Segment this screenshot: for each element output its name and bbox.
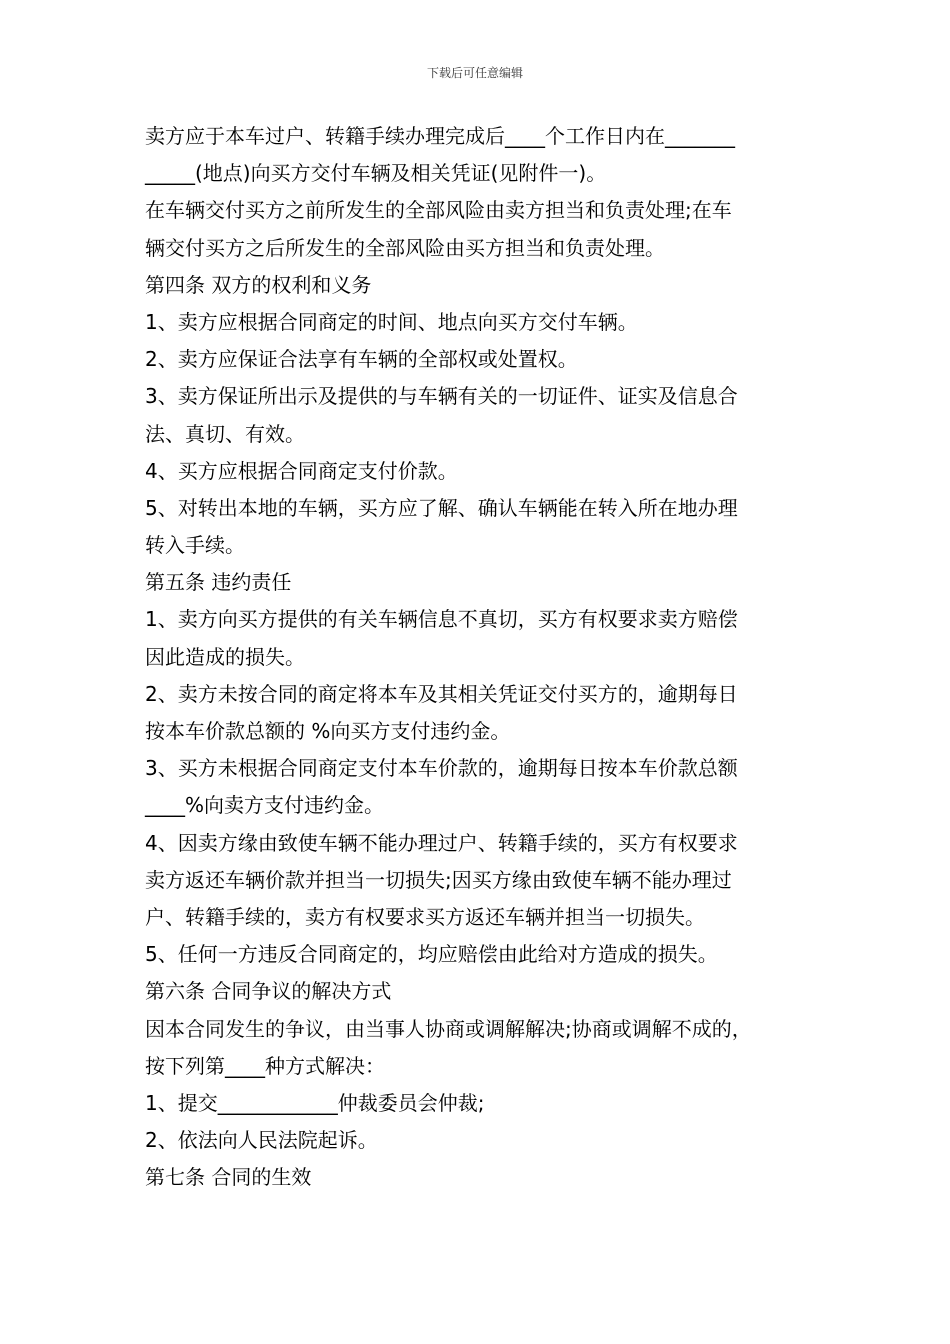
text-line: 4、买方应根据合同商定支付价款。 <box>145 458 458 483</box>
text-line: 因此造成的损失。 <box>145 644 305 669</box>
text-line: 户、转籍手续的，卖方有权要求买方返还车辆并担当一切损失。 <box>145 904 705 929</box>
text-line: 按下列第____种方式解决： <box>145 1053 385 1078</box>
text-line: 1、卖方应根据合同商定的时间、地点向买方交付车辆。 <box>145 309 638 334</box>
text-line: 3、买方未根据合同商定支付本车价款的，逾期每日按本车价款总额 <box>145 756 738 781</box>
text-line: 5、任何一方违反合同商定的，均应赔偿由此给对方造成的损失。 <box>145 942 718 967</box>
text-line: 卖方返还车辆价款并担当一切损失;因买方缘由致使车辆不能办理过 <box>145 867 732 892</box>
text-line: 卖方应于本车过户、转籍手续办理完成后____个工作日内在_______ <box>145 124 735 148</box>
text-line: 1、卖方向买方提供的有关车辆信息不真切，买方有权要求卖方赔偿 <box>145 607 738 632</box>
text-line: 因本合同发生的争议，由当事人协商或调解解决;协商或调解不成的， <box>145 1016 752 1041</box>
text-line: ____%向卖方支付违约金。 <box>145 793 385 818</box>
text-line: 按本车价款总额的 %向买方支付违约金。 <box>145 719 511 743</box>
text-line: 1、提交____________仲裁委员会仲裁; <box>145 1090 485 1115</box>
text-line: 辆交付买方之后所发生的全部风险由买方担当和负责处理。 <box>145 235 665 260</box>
page-header: 下载后可任意编辑 <box>426 66 523 80</box>
text-line: 4、因卖方缘由致使车辆不能办理过户、转籍手续的，买方有权要求 <box>145 830 738 855</box>
text-line: 在车辆交付买方之前所发生的全部风险由卖方担当和负责处理;在车 <box>145 198 732 223</box>
text-line: _____(地点)向买方交付车辆及相关凭证(见附件一)。 <box>145 161 607 186</box>
document-body <box>145 118 811 1196</box>
text-line: 2、卖方应保证合法享有车辆的全部权或处置权。 <box>145 347 578 372</box>
text-line: 3、卖方保证所出示及提供的与车辆有关的一切证件、证实及信息合 <box>145 384 738 409</box>
text-line: 2、卖方未按合同的商定将本车及其相关凭证交付买方的，逾期每日 <box>145 681 738 706</box>
text-line: 5、对转出本地的车辆，买方应了解、确认车辆能在转入所在地办理 <box>145 495 738 520</box>
section-heading-article-4: 第四条 双方的权利和义务 <box>145 272 372 297</box>
section-heading-article-7: 第七条 合同的生效 <box>145 1165 312 1190</box>
section-heading-article-5: 第五条 违约责任 <box>145 570 292 595</box>
text-line: 法、真切、有效。 <box>145 421 305 446</box>
text-line: 2、依法向人民法院起诉。 <box>145 1128 378 1153</box>
text-line: 转入手续。 <box>145 533 245 558</box>
section-heading-article-6: 第六条 合同争议的解决方式 <box>145 979 392 1004</box>
